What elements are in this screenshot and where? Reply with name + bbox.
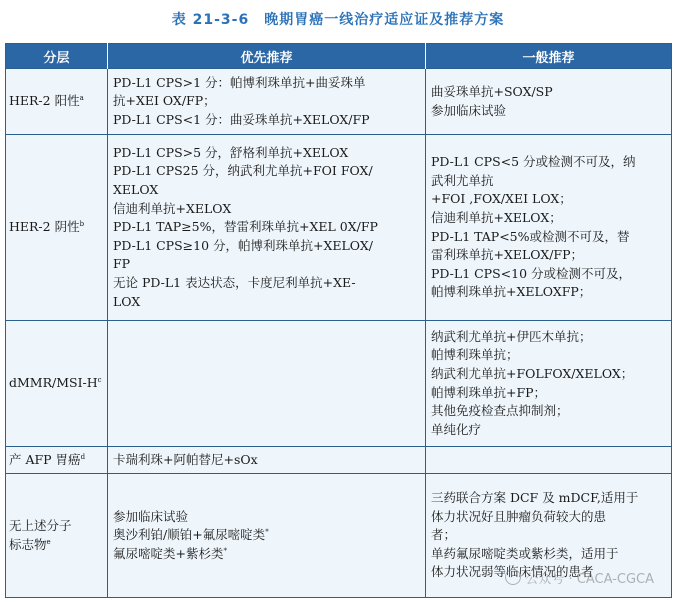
general-line: 曲妥珠单抗+SOX/SP	[431, 83, 553, 99]
table-row-dmmr-msi-h	[6, 321, 672, 447]
treatment-table	[5, 43, 672, 598]
strata-label: 产 AFP 胃癌	[9, 451, 81, 467]
table-row-her2-negative	[6, 135, 672, 321]
preferred-line: PD-L1 TAP≥5%，替雷利珠单抗+XEL 0X/FP	[113, 219, 378, 235]
header-strata: 分层	[6, 44, 108, 69]
general-line: 体力状况弱等临床情况的患者	[431, 564, 594, 580]
general-cell	[426, 321, 672, 447]
table-header-row	[6, 44, 672, 69]
strata-cell	[6, 474, 108, 598]
preferred-line: 卡瑞利珠+阿帕替尼+sOx	[113, 451, 258, 467]
preferred-cell	[108, 69, 426, 135]
footnote-mark: c	[97, 376, 102, 385]
general-line: +FOI ,FOX/XEI LOX；	[431, 191, 572, 207]
general-line: 单药氟尿嘧啶类或紫杉类，适用于	[431, 545, 619, 561]
general-line: 帕博利珠单抗+XELOXFP；	[431, 284, 592, 300]
strata-label: dMMR/MSI-H	[9, 375, 98, 391]
preferred-line: 奥沙利铂/顺铂+氟尿嘧啶类*	[113, 527, 269, 543]
general-line: 体力状况好且肿瘤负荷较大的患	[431, 508, 607, 524]
header-preferred: 优先推荐	[108, 44, 426, 69]
footnote-mark: b	[79, 220, 85, 229]
general-line: 参加临床试验	[431, 102, 507, 118]
preferred-cell	[108, 474, 426, 598]
general-cell	[426, 135, 672, 321]
general-line: 单纯化疗	[431, 421, 482, 437]
preferred-line: PD-L1 CPS25 分，纳武利尤单抗+FOI FOX/	[113, 163, 373, 179]
preferred-line: PD-L1 CPS>5 分，舒格利单抗+XELOX	[113, 144, 349, 160]
strata-cell	[6, 135, 108, 321]
general-line: PD-L1 CPS<5 分或检测不可及，纳	[431, 154, 636, 170]
general-line: 雷利珠单抗+XELOX/FP；	[431, 247, 584, 263]
footnote-mark: *	[223, 546, 227, 555]
preferred-cell	[108, 321, 426, 447]
table-title: 表 21-3-6 晚期胃癌一线治疗适应证及推荐方案	[171, 12, 505, 28]
preferred-line: PD-L1 CPS≥10 分，帕博利珠单抗+XELOX/	[113, 237, 373, 253]
general-line: 帕博利珠单抗+FP；	[431, 384, 547, 400]
preferred-cell	[108, 447, 426, 474]
general-line: PD-L1 TAP<5%或检测不可及，替	[431, 228, 630, 244]
general-line: 帕博利珠单抗；	[431, 347, 519, 363]
footnote-mark: e	[46, 537, 51, 546]
general-line: 纳武利尤单抗+伊匹木单抗；	[431, 328, 592, 344]
header-general: 一般推荐	[426, 44, 672, 69]
strata-cell	[6, 447, 108, 474]
strata-label: 无上述分子	[9, 517, 72, 533]
strata-cell	[6, 69, 108, 135]
wechat-icon	[505, 569, 521, 585]
general-line: 武利尤单抗	[431, 172, 494, 188]
preferred-line: 无论 PD-L1 表达状态，卡度尼利单抗+XE-	[113, 274, 356, 290]
watermark	[505, 568, 654, 587]
preferred-line: 信迪利单抗+XELOX	[113, 200, 232, 216]
strata-cell	[6, 321, 108, 447]
preferred-line: LOX	[113, 293, 141, 309]
strata-label: HER-2 阳性	[9, 93, 80, 109]
table-row-her2-positive	[6, 69, 672, 135]
footnote-mark: d	[80, 452, 86, 461]
general-line: 其他免疫检查点抑制剂；	[431, 403, 569, 419]
table-row-afp	[6, 447, 672, 474]
strata-label: 标志物$^e$	[9, 536, 51, 552]
general-line: PD-L1 CPS<10 分或检测不可及，	[431, 265, 632, 281]
general-line: 者；	[431, 527, 457, 543]
preferred-line: XELOX	[113, 182, 159, 198]
general-line: 信迪利单抗+XELOX；	[431, 209, 562, 225]
general-line: 三药联合方案 DCF 及 mDCF,适用于	[431, 490, 639, 506]
preferred-line: 氟尿嘧啶类+紫杉类*	[113, 545, 227, 561]
preferred-line: 参加临床试验	[113, 508, 189, 524]
preferred-line: 抗+XEI OX/FP；	[113, 93, 216, 109]
preferred-line: PD-L1 CPS<1 分：曲妥珠单抗+XELOX/FP	[113, 111, 370, 127]
footnote-mark: a	[79, 94, 84, 103]
general-cell	[426, 447, 672, 474]
preferred-line: PD-L1 CPS>1 分：帕博利珠单抗+曲妥珠单	[113, 74, 366, 90]
preferred-line: FP	[113, 256, 131, 272]
strata-label: HER-2 阴性	[9, 219, 80, 235]
footnote-mark: *	[265, 528, 269, 537]
preferred-cell	[108, 135, 426, 321]
general-line: 纳武利尤单抗+FOLFOX/XELOX；	[431, 365, 634, 381]
watermark-text: 公众号 · CACA-CGCA	[525, 572, 654, 587]
general-cell	[426, 69, 672, 135]
